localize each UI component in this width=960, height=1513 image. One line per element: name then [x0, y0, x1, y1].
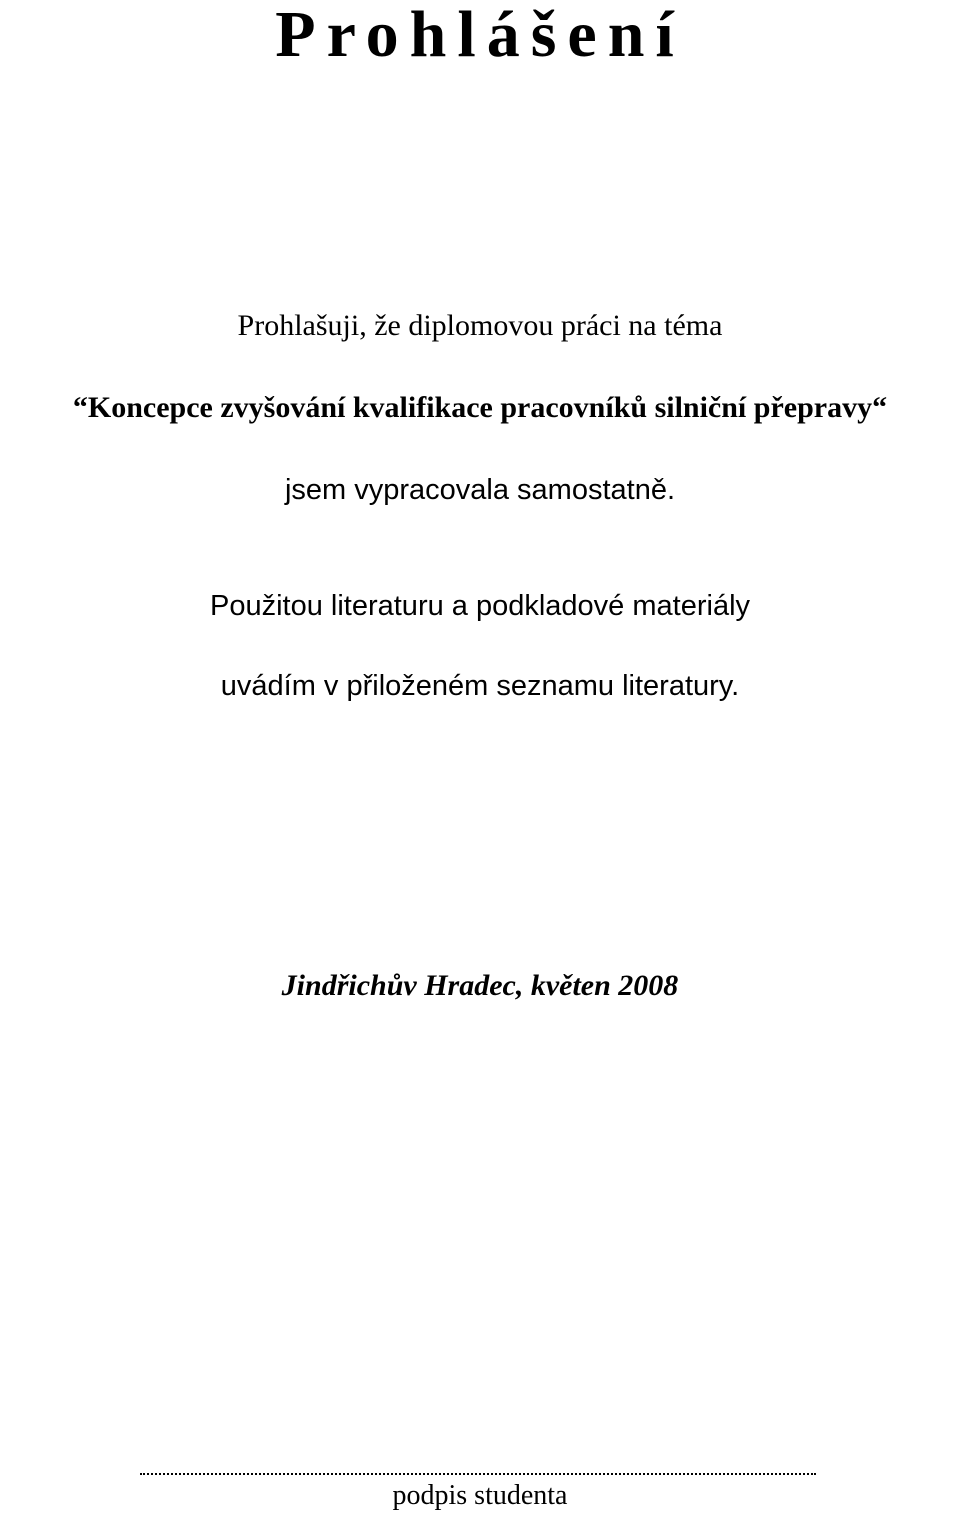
signature-label: podpis studenta [392, 1480, 568, 1511]
signature-line [140, 1473, 816, 1475]
literature-line-2: uvádím v přiloženém seznamu literatury. [220, 670, 740, 702]
declaration-statement: jsem vypracovala samostatně. [284, 474, 676, 506]
declaration-intro: Prohlašuji, že diplomovou práci na téma [237, 309, 723, 342]
page-title: Prohlášení [275, 0, 685, 71]
literature-line-1: Použitou literaturu a podkladové materiály [209, 590, 751, 622]
thesis-topic: “Koncepce zvyšování kvalifikace pracovníků silniční přepravy“ [72, 391, 888, 424]
place-and-date: Jindřichův Hradec, květen 2008 [281, 969, 679, 1002]
